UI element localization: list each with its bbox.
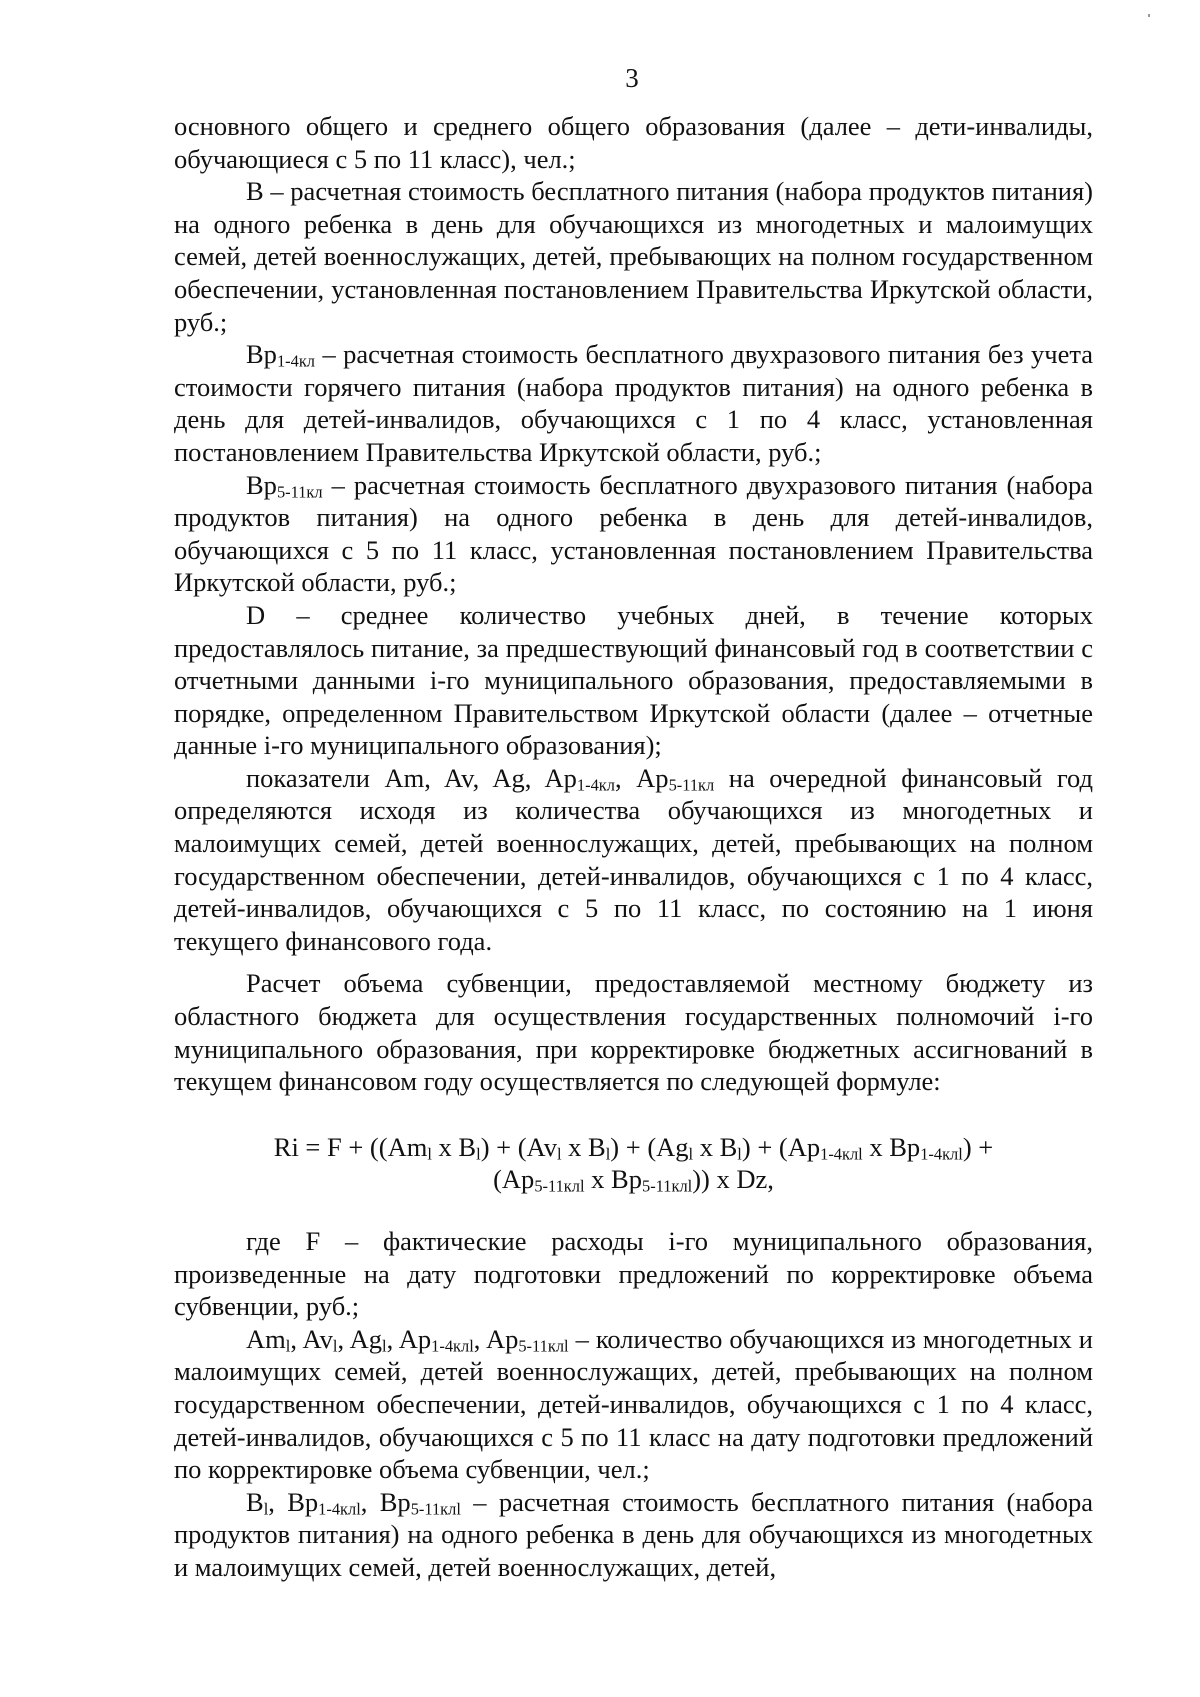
symbol-bp: Bp (246, 469, 277, 500)
paragraph-text: – расчетная стоимость бесплатного двухразового питания без учета стоимости горячего питания (набора продуктов питания) на одного ребенка в день для детей-инвалидов, обучающихся с 1 по 4 класс, установленная постановлением Правительства Иркутской области, руб.; (174, 339, 1093, 467)
paragraph-text: – количество обучающихся из многодетных и малоимущих семей, детей военнослужащих, детей, пребывающих на полном государственном обеспечении, детей-инвалидов, обучающихся с 1 по 4 класс, детей-инвалидов, обучающихся с 5 по 11 класс на дату подготовки предложений по корректировке объема субвенции, чел.; (174, 1323, 1093, 1485)
paragraph-bp-5-11-definition (174, 469, 1093, 599)
paragraph-text: – расчетная стоимость бесплатного питания (набора продуктов питания) на одного ребенка в день для обучающихся из многодетных и малоимущих семей, детей военнослужащих, детей, (174, 1486, 1094, 1582)
paragraph-continuation: основного общего и среднего общего образования (далее – дети-инвалиды, обучающиеся с 5 по 11 класс), чел.; (174, 111, 1093, 174)
subscript: 5-11кл (668, 775, 715, 795)
indicators-prefix: показатели Am, Av, Ag, Ap (246, 762, 577, 793)
paragraph-bp-1-4-definition (174, 338, 1093, 468)
subscript: 1-4кл (576, 775, 615, 795)
subscript: 5-11кл (276, 481, 323, 501)
document-body (174, 110, 1093, 1584)
paragraph-text: – расчетная стоимость бесплатного двухразового питания (набора продуктов питания) на одного ребенка в день для детей-инвалидов, обучающихся с 5 по 11 класс, установленная постановлением Правительства Иркутской области, руб.; (174, 469, 1093, 598)
page-number: 3 (625, 63, 639, 93)
scan-artifact (1148, 14, 1150, 17)
formula-line-2: ($Ap_{5-11клl}$ x $Bp_{5-11клl}$)) x Dz, (493, 1164, 774, 1196)
formula-line-1: $Ri = F + ((Am_l$ x $B_l) + (Av_l$ x $B_l) + (Ag_l$ x $B_l) + (Ap_{1-4клl}$ x $Bp_{1-4клl}$) + (273, 1131, 994, 1164)
symbol-bp: Bp (246, 339, 277, 370)
paragraph-costs-definition: $B_l$, $Bp_{1-4клl}$, $Bp_{5-11клl}$ – расчетная стоимость бесплатного питания (набора продуктов питания) на одного ребенка в день для обучающихся из многодетных и малоимущих семей, детей военнослужащих, детей, (174, 1486, 1094, 1582)
subscript: 1-4кл (276, 351, 316, 371)
paragraph-text: на очередной финансовый год определяются исходя из количества обучающихся из многодетных и малоимущих семей, детей военнослужащих, детей, пребывающих на полном государственном обеспечении, детей-инвалидов, обучающихся с 1 по 4 класс, детей-инвалидов, обучающихся с 5 по 11 класс, по состоянию на 1 июня текущего финансового года. (174, 762, 1093, 956)
formula-ri (174, 1131, 1093, 1196)
paragraph-calculation-intro: Расчет объема субвенции, предоставляемой местному бюджету из областного бюджета для осуществления государственных полномочий i-го муниципального образования, при корректировке бюджетных ассигнований в текущем финансовом году осуществляется по следующей формуле: (174, 968, 1093, 1097)
paragraph-b-definition: B – расчетная стоимость бесплатного питания (набора продуктов питания) на одного ребенка в день для обучающихся из многодетных и малоимущих семей, детей военнослужащих, детей, пребывающих на полном государственном обеспечении, установленная постановлением Правительства Иркутской области, руб.; (174, 176, 1093, 337)
symbol-ap: , Ap (614, 762, 669, 793)
paragraph-counts-definition: $Am_l$, $Av_l$, $Ag_l$, $Ap_{1-4клl}$, $Ap_{5-11клl}$ – количество обучающихся из многодетных и малоимущих семей, детей военнослужащих, детей, пребывающих на полном государственном обеспечении, детей-инвалидов, обучающихся с 1 по 4 класс, детей-инвалидов, обучающихся с 5 по 11 класс на дату подготовки предложений по корректировке объема субвенции, чел.; (174, 1323, 1093, 1485)
paragraph-indicators (174, 762, 1093, 958)
paragraph-d-definition: D – среднее количество учебных дней, в течение которых предоставлялось питание, за предшествующий финансовый год в соответствии с отчетными данными i-го муниципального образования, предоставляемыми в порядке, определенном Правительством Иркутской области (далее – отчетные данные i-го муниципального образования); (174, 599, 1093, 761)
paragraph-f-definition: где F – фактические расходы i-го муниципального образования, произведенные на дату подготовки предложений по корректировке объема субвенции, руб.; (174, 1226, 1093, 1322)
